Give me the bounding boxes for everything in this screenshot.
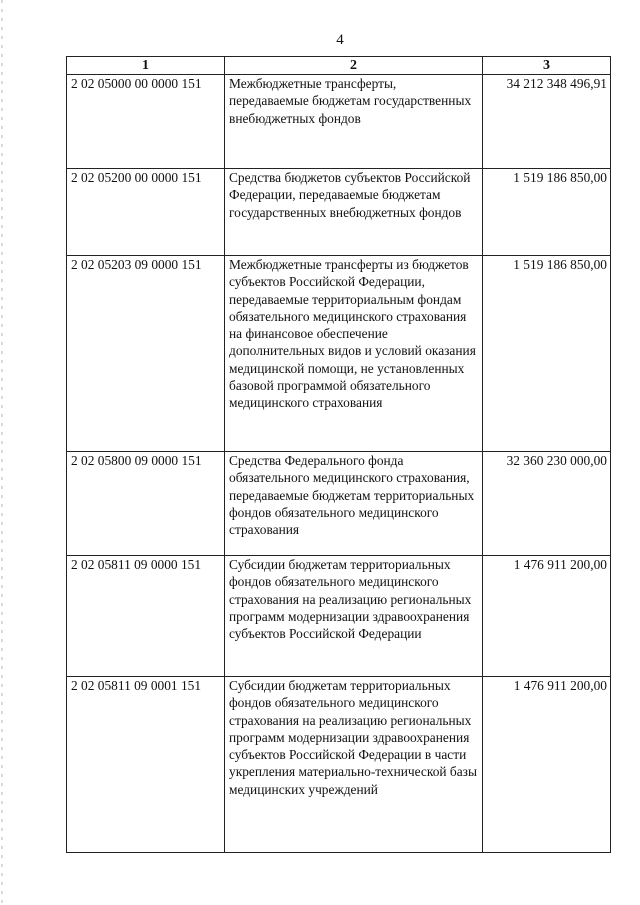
table-row bbox=[67, 556, 611, 677]
table-header-row bbox=[67, 57, 611, 75]
description-cell: Межбюджетные трансферты из бюджетов субъектов Российской Федерации, передаваемые территориальным фондам обязательного медицинского страхования на финансовое обеспечение дополнительных видов и условий оказания медицинской помощи, не установленных базовой программой обязательного медицинского страхования bbox=[225, 256, 483, 452]
budget-code-cell: 2 02 05200 00 0000 151 bbox=[67, 169, 225, 256]
table-row bbox=[67, 256, 611, 452]
table-row bbox=[67, 75, 611, 169]
budget-code-cell: 2 02 05000 00 0000 151 bbox=[67, 75, 225, 169]
description-cell: Средства Федерального фонда обязательного медицинского страхования, передаваемые бюджетам территориальных фондов обязательного медицинского страхования bbox=[225, 452, 483, 556]
amount-cell: 1 519 186 850,00 bbox=[483, 169, 611, 256]
page-number: 4 bbox=[336, 32, 344, 48]
description-cell: Средства бюджетов субъектов Российской Федерации, передаваемые бюджетам государственных внебюджетных фондов bbox=[225, 169, 483, 256]
budget-code-cell: 2 02 05800 09 0000 151 bbox=[67, 452, 225, 556]
amount-cell: 1 476 911 200,00 bbox=[483, 677, 611, 853]
column-header-amount: 3 bbox=[483, 57, 611, 75]
budget-code-cell: 2 02 05811 09 0000 151 bbox=[67, 556, 225, 677]
description-cell: Субсидии бюджетам территориальных фондов обязательного медицинского страхования на реализацию региональных программ модернизации здравоохранения субъектов Российской Федерации bbox=[225, 556, 483, 677]
description-cell: Субсидии бюджетам территориальных фондов обязательного медицинского страхования на реализацию региональных программ модернизации здравоохранения субъектов Российской Федерации в части укрепления материально-технической базы медицинских учреждений bbox=[225, 677, 483, 853]
budget-table bbox=[66, 56, 611, 853]
amount-cell: 34 212 348 496,91 bbox=[483, 75, 611, 169]
amount-cell: 32 360 230 000,00 bbox=[483, 452, 611, 556]
amount-cell: 1 476 911 200,00 bbox=[483, 556, 611, 677]
budget-code-cell: 2 02 05203 09 0000 151 bbox=[67, 256, 225, 452]
column-header-code: 1 bbox=[67, 57, 225, 75]
table-row bbox=[67, 169, 611, 256]
table-row bbox=[67, 677, 611, 853]
budget-code-cell: 2 02 05811 09 0001 151 bbox=[67, 677, 225, 853]
scan-edge-artifact bbox=[1, 0, 3, 905]
column-header-name: 2 bbox=[225, 57, 483, 75]
description-cell: Межбюджетные трансферты, передаваемые бюджетам государственных внебюджетных фондов bbox=[225, 75, 483, 169]
table-row bbox=[67, 452, 611, 556]
amount-cell: 1 519 186 850,00 bbox=[483, 256, 611, 452]
